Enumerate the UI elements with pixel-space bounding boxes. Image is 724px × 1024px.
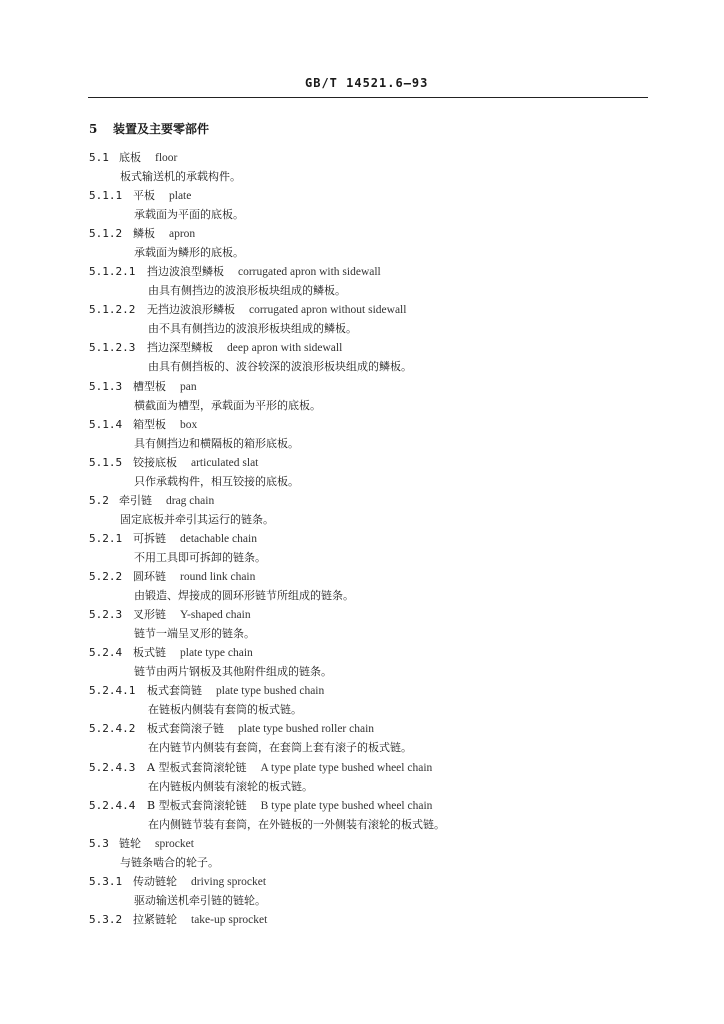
term-line	[89, 300, 406, 319]
term-line	[89, 491, 214, 510]
term-list	[0, 148, 724, 948]
term-line	[89, 453, 258, 472]
term-number: 5.1.5	[89, 455, 123, 469]
term-number: 5.2.1	[89, 531, 123, 545]
term-definition: 承载面为鳞形的底板。	[134, 246, 244, 260]
term-line	[89, 681, 324, 700]
term-entry	[0, 796, 724, 834]
term-line	[89, 224, 195, 243]
term-definition: 由不具有侧挡边的波浪形板块组成的鳞板。	[148, 322, 357, 336]
term-entry	[0, 224, 724, 262]
term-english: pan	[180, 380, 197, 393]
term-entry	[0, 834, 724, 872]
term-chinese: 板式套筒滚子链	[147, 722, 224, 736]
section-number: 5	[89, 122, 98, 136]
term-line	[89, 643, 253, 662]
term-line	[89, 529, 257, 548]
term-entry	[0, 910, 724, 948]
term-entry	[0, 186, 724, 224]
term-chinese: 箱型板	[133, 417, 166, 431]
term-english: plate type bushed roller chain	[238, 723, 375, 736]
term-number: 5.1.1	[89, 189, 123, 203]
term-line	[89, 148, 177, 167]
term-number: 5.1.2	[89, 227, 123, 241]
term-line	[89, 262, 381, 281]
term-english: B type plate type bushed wheel chain	[260, 799, 433, 812]
term-line	[89, 567, 255, 586]
term-english: sprocket	[155, 837, 194, 850]
term-entry	[0, 148, 724, 186]
term-entry	[0, 681, 724, 719]
term-definition: 板式输送机的承载构件。	[120, 170, 241, 183]
header-rule	[88, 97, 648, 98]
term-definition: 链节一端呈叉形的链条。	[134, 627, 255, 641]
term-chinese: 链轮	[119, 836, 141, 850]
term-english: Y-shaped chain	[180, 609, 251, 622]
term-line	[89, 338, 342, 357]
term-chinese: 传动链轮	[133, 874, 177, 888]
term-chinese: 挡边波浪型鳞板	[147, 265, 224, 279]
term-line	[89, 186, 191, 205]
term-entry	[0, 529, 724, 567]
term-line	[89, 719, 374, 738]
term-number: 5.3.1	[89, 874, 123, 888]
term-number: 5.2.4.3	[89, 760, 136, 774]
term-english: articulated slat	[191, 456, 259, 469]
term-entry	[0, 300, 724, 338]
term-chinese: 叉形链	[133, 608, 166, 622]
term-english: plate type chain	[180, 647, 253, 660]
term-line	[89, 872, 266, 891]
term-entry	[0, 719, 724, 757]
term-line	[89, 415, 197, 434]
term-entry	[0, 377, 724, 415]
term-number: 5.1.4	[89, 417, 123, 431]
term-english: take-up sprocket	[191, 913, 268, 926]
standard-header: GB/T 14521.6—93	[305, 76, 429, 90]
term-definition: 与链条啮合的轮子。	[120, 855, 219, 869]
term-number: 5.2.4.2	[89, 722, 136, 736]
term-entry	[0, 453, 724, 491]
term-number: 5.2.4.4	[89, 798, 136, 812]
term-number: 5.1	[89, 151, 109, 164]
term-line	[89, 377, 197, 396]
term-definition: 由锻造、焊接成的圆环形链节所组成的链条。	[134, 589, 354, 603]
term-entry	[0, 338, 724, 376]
section-heading	[89, 120, 209, 137]
term-definition: 固定底板并牵引其运行的链条。	[120, 512, 274, 526]
term-english: box	[180, 418, 198, 431]
term-chinese: 挡边深型鳞板	[147, 341, 213, 355]
term-english: corrugated apron with sidewall	[238, 266, 381, 279]
term-number: 5.3.2	[89, 912, 123, 926]
term-definition: 只作承载构件，相互铰接的底板。	[134, 474, 299, 488]
term-number: 5.3	[89, 836, 109, 850]
term-definition: 承载面为平面的底板。	[134, 208, 244, 222]
term-definition: 在内侧链节装有套筒，在外链板的一外侧装有滚轮的板式链。	[148, 817, 445, 831]
term-number: 5.1.2.3	[89, 341, 136, 355]
term-entry	[0, 758, 724, 796]
term-chinese: 铰接底板	[133, 455, 177, 469]
term-entry	[0, 415, 724, 453]
term-chinese: 板式套筒链	[147, 684, 202, 698]
term-line	[89, 796, 432, 815]
term-definition: 驱动输送机牵引链的链轮。	[134, 893, 266, 907]
term-chinese: 拉紧链轮	[133, 912, 177, 926]
term-chinese: 平板	[133, 189, 155, 203]
term-chinese: 底板	[119, 151, 141, 164]
term-line	[89, 605, 251, 624]
term-chinese: 槽型板	[133, 379, 166, 393]
term-line	[89, 910, 267, 929]
term-chinese: 可拆链	[133, 531, 166, 545]
term-entry	[0, 643, 724, 681]
term-number: 5.2.4	[89, 646, 123, 660]
term-number: 5.2.4.1	[89, 684, 136, 698]
term-number: 5.2.3	[89, 608, 123, 622]
term-entry	[0, 872, 724, 910]
term-english: A type plate type bushed wheel chain	[260, 761, 433, 774]
term-number: 5.1.2.2	[89, 303, 136, 317]
term-english: plate type bushed chain	[216, 685, 325, 698]
term-number: 5.2	[89, 493, 109, 507]
term-chinese: 无挡边波浪形鳞板	[147, 303, 235, 317]
term-chinese: A 型板式套筒滚轮链	[147, 760, 247, 774]
term-definition: 不用工具即可拆卸的链条。	[134, 550, 266, 564]
term-entry	[0, 567, 724, 605]
term-number: 5.2.2	[89, 570, 123, 584]
term-entry	[0, 605, 724, 643]
term-definition: 在链板内侧装有套筒的板式链。	[148, 703, 302, 717]
term-chinese: B 型板式套筒滚轮链	[147, 798, 247, 812]
term-chinese: 鳞板	[133, 227, 155, 241]
term-definition: 链节由两片钢板及其他附件组成的链条。	[134, 665, 332, 679]
term-chinese: 板式链	[133, 646, 166, 660]
term-definition: 由具有侧挡边的波浪形板块组成的鳞板。	[148, 284, 346, 298]
term-line	[89, 758, 432, 777]
term-definition: 在内链节内侧装有套筒，在套筒上套有滚子的板式链。	[148, 741, 412, 755]
term-english: detachable chain	[180, 532, 257, 545]
term-english: plate	[169, 190, 192, 203]
term-chinese: 圆环链	[133, 570, 166, 584]
term-english: round link chain	[180, 571, 256, 584]
term-english: floor	[155, 152, 178, 164]
term-chinese: 牵引链	[119, 493, 152, 507]
term-number: 5.1.3	[89, 379, 123, 393]
term-english: apron	[169, 228, 196, 241]
term-entry	[0, 262, 724, 300]
term-english: deep apron with sidewall	[227, 342, 343, 355]
term-number: 5.1.2.1	[89, 265, 136, 279]
term-english: driving sprocket	[191, 875, 267, 888]
term-definition: 在内链板内侧装有滚轮的板式链。	[148, 779, 313, 793]
term-line	[89, 834, 194, 853]
section-title: 装置及主要零部件	[113, 122, 210, 136]
term-entry	[0, 491, 724, 529]
term-definition: 由具有侧挡板的、波谷较深的波浪形板块组成的鳞板。	[148, 360, 412, 374]
term-english: corrugated apron without sidewall	[249, 304, 407, 317]
term-definition: 横截面为槽型，承载面为平形的底板。	[134, 398, 321, 412]
term-english: drag chain	[166, 494, 215, 507]
term-definition: 具有侧挡边和横隔板的箱形底板。	[134, 436, 299, 450]
